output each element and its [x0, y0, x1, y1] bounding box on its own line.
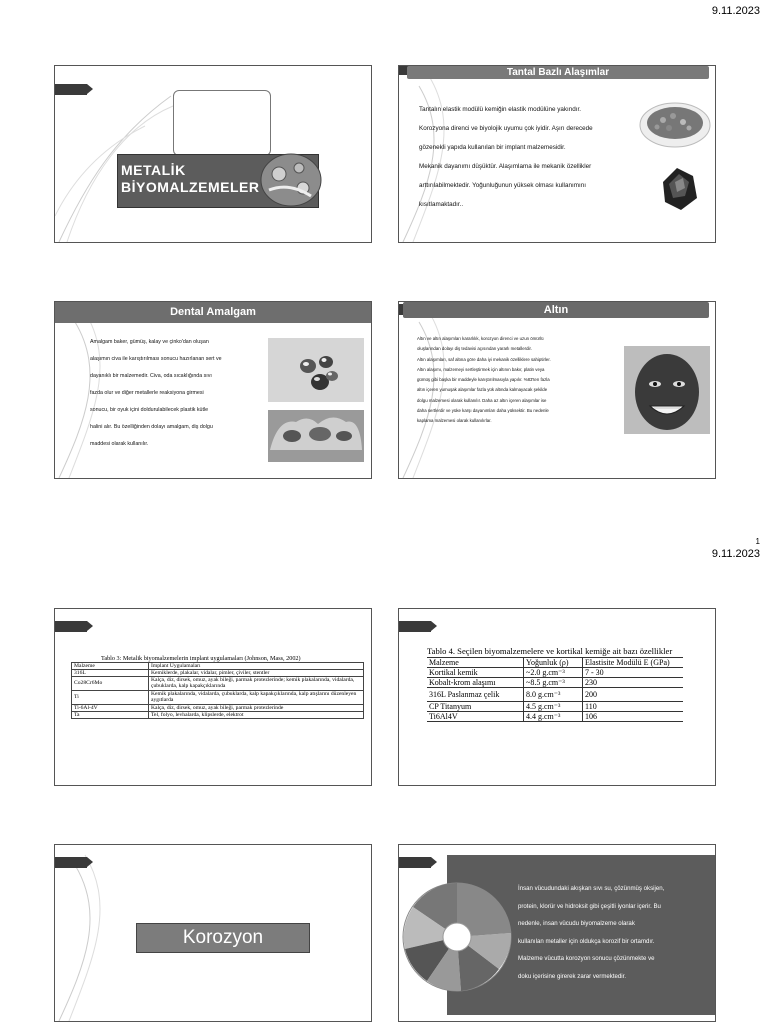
text-line: doku içerisine girerek zarar vermektedir.: [518, 972, 627, 980]
page-number: 1: [755, 537, 760, 546]
text-line: Mekanik dayanımı düşüktür. Alaşımlama ile mekanik özellikler: [419, 163, 592, 170]
text-line: nedenle, insan vücudu biyomalzeme olarak: [518, 920, 635, 927]
table-cell: 230: [583, 678, 684, 688]
table-caption: Tablo 4. Seçilen biyomalzemelere ve kortikal kemiğe ait bazı özellikler: [427, 646, 673, 656]
table-header-cell: Yoğunluk (ρ): [524, 658, 583, 668]
slide-title: Korozyon: [136, 923, 310, 953]
table-cell: 316L Paslanmaz çelik: [427, 688, 524, 702]
slide-tab: [399, 857, 431, 868]
slide-metalik-biyomalzemeler: [54, 65, 372, 243]
table-cell: 316L: [72, 670, 149, 677]
table-cell: Ta: [72, 711, 149, 718]
page-date: 9.11.2023: [711, 548, 760, 560]
table-cell: Kobalt-krom alaşımı: [427, 678, 524, 688]
table-cell: 7 - 30: [583, 668, 684, 678]
text-line: maddesi olarak kullanılır.: [90, 441, 149, 447]
table-cell: 110: [583, 702, 684, 712]
table-cell: Co28Cr6Mo: [72, 677, 149, 691]
table-header-cell: Malzeme: [427, 658, 524, 668]
text-line: dayanıklı bir malzemedir. Civa, oda sıcaklığında sıvı: [90, 373, 212, 379]
table-row: [72, 711, 364, 718]
text-line: İnsan vücudundaki akışkan sıvı su, çözünmüş oksijen,: [518, 885, 665, 892]
table-cell: 8.0 g.cm⁻³: [524, 688, 583, 702]
slide-tab: [399, 621, 431, 632]
table-cell: Ti6Al4V: [427, 712, 524, 722]
text-line: kullanılan metaller için oldukça korozif bir ortamdır.: [518, 937, 655, 945]
body-text: [518, 885, 712, 990]
teeth-fillings-image: [268, 410, 364, 462]
table-cell: Ti-6Al-4V: [72, 704, 149, 711]
slide-altin: [398, 301, 716, 479]
slide-tantal: [398, 65, 716, 243]
table-row: [72, 677, 364, 691]
slide-tab: [55, 84, 87, 95]
text-line: Amalgam baker, gümüş, kalay ve çinko'dan oluşan: [90, 339, 209, 345]
slide-tab: [55, 621, 87, 632]
table-header-row: [427, 658, 683, 668]
table-cell: CP Titanyum: [427, 702, 524, 712]
page-date: 9.11.2023: [711, 5, 760, 17]
table-cell: Tel, folyo, levhalarda, klipslerde, elektrot: [149, 711, 364, 718]
table-row: [72, 690, 364, 704]
text-line: oluşlarından dolayı diş tedavisi açısından yararlı metallerdir.: [417, 346, 532, 352]
table-header-row: [72, 663, 364, 670]
table-cell: 4.4 g.cm⁻³: [524, 712, 583, 722]
table-row: [427, 702, 683, 712]
text-line: Korozyona direnci ve biyolojik uyumu çok iyidir. Aşırı derecede: [419, 125, 593, 132]
smiling-face-photo: [624, 346, 710, 434]
title-line-1: METALİK: [121, 162, 186, 178]
table-cell: Ti: [72, 690, 149, 704]
text-line: fazda olur ve diğer metallerle reaksiyona girmesi: [90, 390, 204, 396]
text-line: Altın alaşımı, malzemeyi sertleştirmek için altının bakır, platin veya: [417, 366, 545, 372]
table-row: [427, 668, 683, 678]
slide-title: Dental Amalgam: [55, 302, 371, 323]
metal-sphere-icon: [259, 152, 323, 208]
corrosion-collage-image: [401, 877, 513, 997]
table-cell: Kemiklerde, plakalar, vidalar, pimler, çiviler, stentler: [149, 670, 364, 677]
text-line: alaşımın civa ile karıştırılması sonucu hazırlanan sert ve: [90, 356, 222, 362]
text-line: sonucu, bir oyuk içini doldurulabilecek plastik kütle: [90, 407, 209, 413]
text-line: arttırılabilmektedir. Yoğunluğunun yüksek olması kullanımını: [419, 182, 586, 189]
slide-korozyon: [54, 844, 372, 1022]
table-row: [427, 678, 683, 688]
text-line: Malzeme vücutta korozyon sonucu çözünmekte ve: [518, 955, 655, 962]
amalgam-spheres-image: [268, 338, 364, 402]
text-line: gözenekli yapıda kullanılan bir implant malzemesidir.: [419, 144, 566, 151]
tantalum-crystal-image: [655, 164, 701, 216]
placeholder-frame: [173, 90, 271, 156]
table-cell: Kalça, diz, dirsek, omuz, ayak bileği, parmak protezlerinde: [149, 704, 364, 711]
table-cell: Kemik plakalarında, vidalarda, çubuklarda, kalp kapakçıklarında, kalp atışlarını düzenleyen aygıtlarda: [149, 690, 364, 704]
table-cell: Kortikal kemik: [427, 668, 524, 678]
table-cell: 200: [583, 688, 684, 702]
table-cell: 4.5 g.cm⁻³: [524, 702, 583, 712]
slide-title: Tantal Bazlı Alaşımlar: [407, 66, 709, 79]
table-row: [72, 670, 364, 677]
material-properties-table: [427, 657, 683, 722]
text-line: Altın ve altın alaşımları kararlılık, korozyon direnci ve uzun ömürlü: [417, 336, 544, 341]
text-line: kaplama malzemesi olarak kullanılırlar.: [417, 418, 492, 424]
slide-title: Altın: [403, 302, 709, 318]
body-text: [90, 339, 268, 458]
text-line: daha sertlerdir ve yüke karşı dayanımları daha yüksektir. Bu nedenle: [417, 408, 549, 414]
table-row: [427, 712, 683, 722]
text-line: protein, klorür ve hidroksit gibi çeşitli iyonlar içerir. Bu: [518, 902, 661, 910]
slide-table-3: [54, 608, 372, 786]
text-line: altın içeren yumuşak alaşımlar fazla yük altında kalmayacak şekilde: [417, 387, 548, 393]
body-text: [419, 106, 634, 220]
text-line: Tantalın elastik modülü kemiğin elastik modülüne yakındır.: [419, 106, 582, 113]
table-header-cell: Malzeme: [72, 663, 149, 670]
table-row: [427, 688, 683, 702]
title-line-2: BİYOMALZEMELER: [121, 179, 260, 195]
table-cell: ~2.0 g.cm⁻³: [524, 668, 583, 678]
table-cell: Kalça, diz, dirsek, omuz, ayak bileği, parmak protezlerinde; kemik plakalarında, vidalarda, çubuklarda, kalp kapakçıklarında: [149, 677, 364, 691]
table-header-cell: Elastisite Modülü E (GPa): [583, 658, 684, 668]
slide-korozyon-text: [398, 844, 716, 1022]
text-line: gümüş gibi başka bir maddeyle karıştırılmasıyla yapılır. %83'ten fazla: [417, 377, 550, 383]
implant-applications-table: [71, 662, 364, 719]
body-text: [417, 336, 623, 429]
table-caption: Tablo 3: Metalik biyomalzemelerin implant uygulamaları (Johnson, Mass, 2002): [101, 655, 301, 662]
text-line: halini alır. Bu özelliğinden dolayı amalgam, diş dolgu: [90, 424, 213, 430]
table-header-cell: İmplant Uygulamaları: [149, 663, 364, 670]
table-cell: ~8.5 g.cm⁻³: [524, 678, 583, 688]
slide-dental-amalgam: [54, 301, 372, 479]
slide-tab: [55, 857, 87, 868]
table-row: [72, 704, 364, 711]
slide-table-4: [398, 608, 716, 786]
text-line: kısıtlamaktadır..: [419, 201, 464, 208]
table-cell: 106: [583, 712, 684, 722]
text-line: Altın alaşımları, saf altına göre daha iyi mekanik özelliklere sahiptirler.: [417, 356, 551, 362]
tantalum-gravel-image: [639, 100, 711, 150]
text-line: dolgu malzemesi olarak kullanılır. Daha az altın içeren alaşımlar ise: [417, 397, 547, 403]
